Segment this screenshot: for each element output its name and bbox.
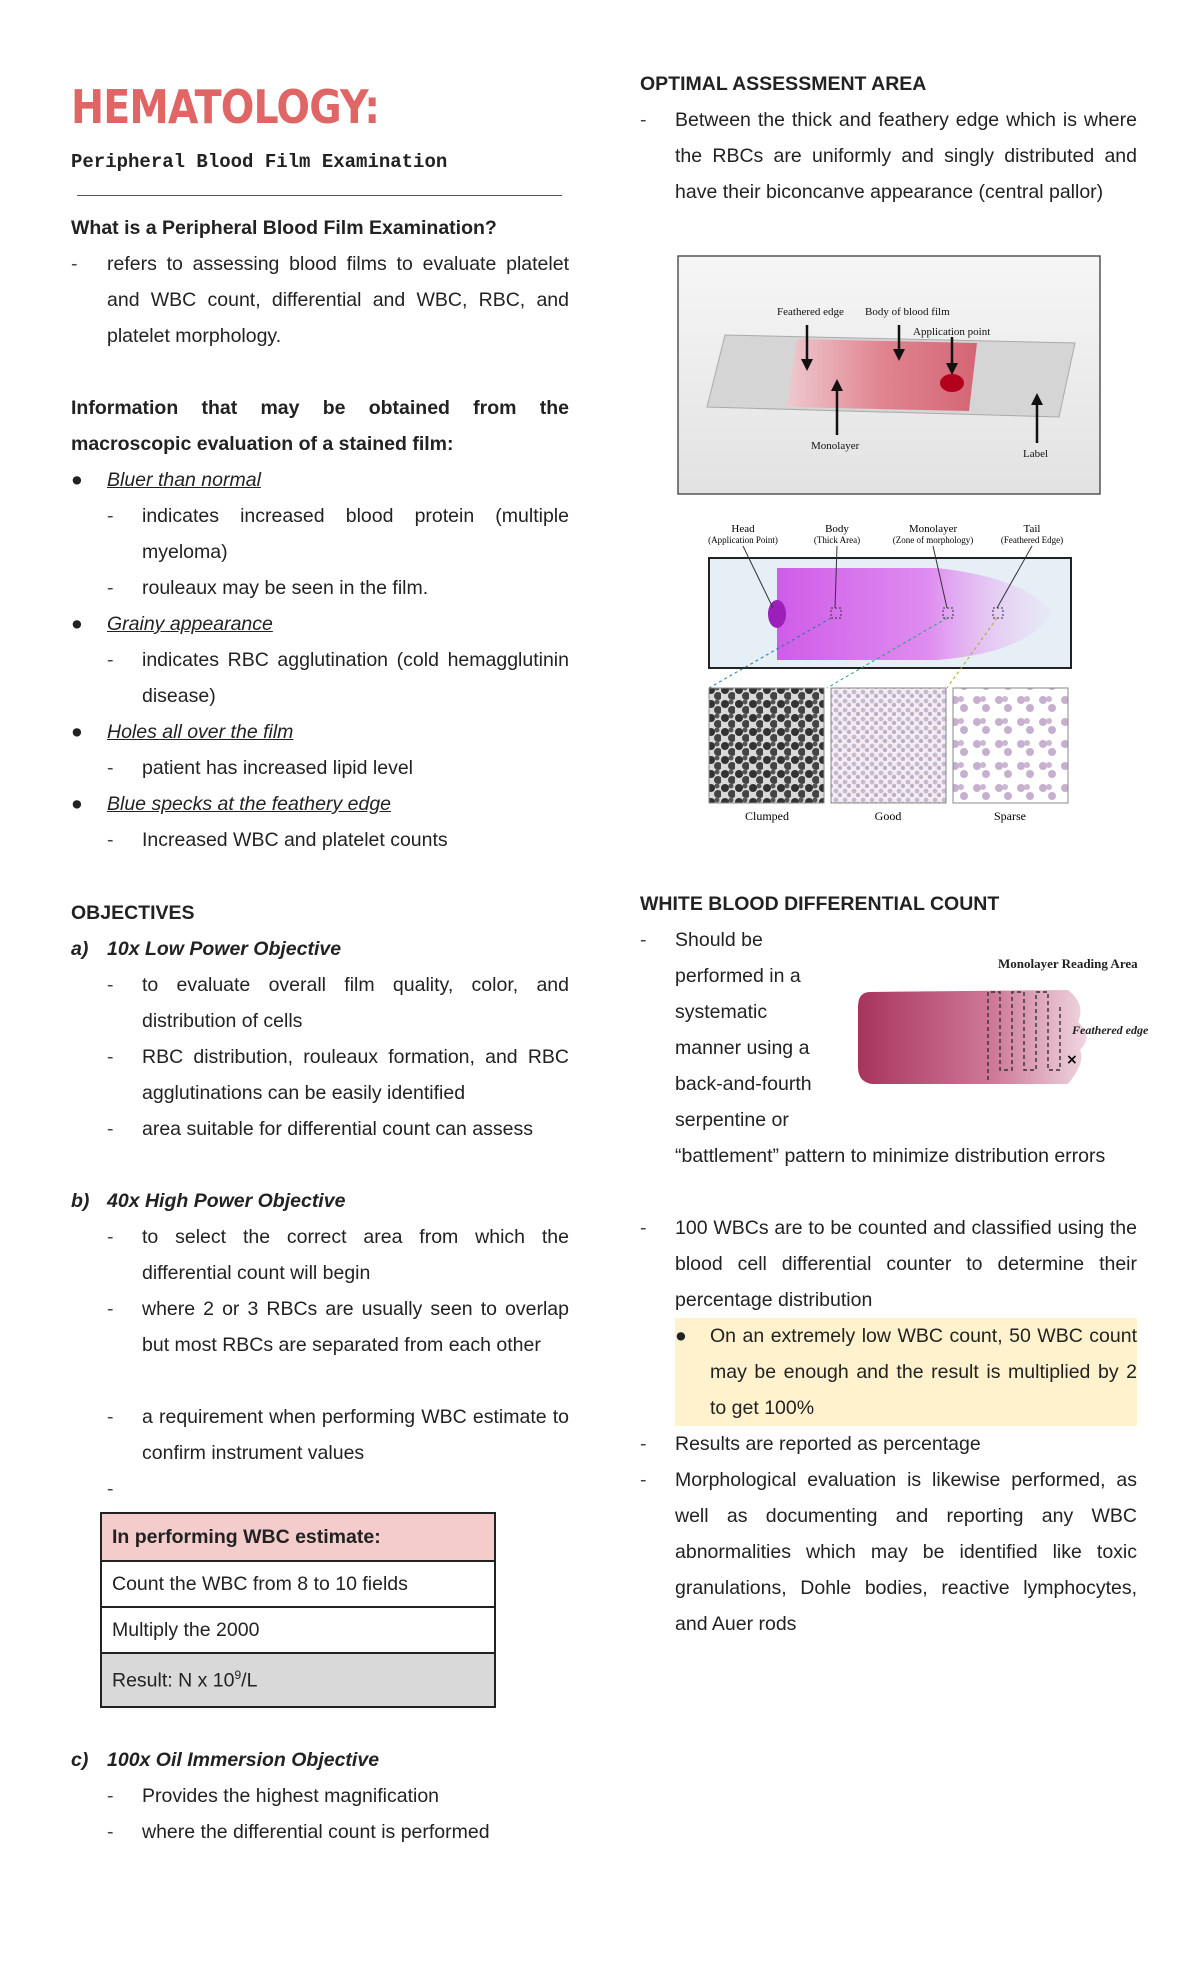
zone-tail-sub: (Feathered Edge) <box>1000 535 1064 545</box>
intro-line: back-and-fourth <box>675 1073 812 1095</box>
dash-marker: - <box>71 253 78 275</box>
intro-line: serpentine or <box>675 1109 789 1131</box>
result-unit: /L <box>241 1669 258 1692</box>
dash-marker: - <box>107 1821 114 1843</box>
dash-marker: - <box>640 109 647 131</box>
dash-marker: - <box>107 1046 114 1068</box>
intro-word: Should be <box>675 929 763 951</box>
question-heading: What is a Peripheral Blood Film Examination? <box>71 217 497 239</box>
diagram-label-area: Monolayer Reading Area <box>998 956 1138 971</box>
results-text: Results are reported as percentage <box>675 1433 981 1455</box>
objective-note: where 2 or 3 RBCs are usually seen to overlap but most RBCs are separated from each other <box>142 1298 569 1356</box>
finding-label: Holes all over the film <box>107 721 294 743</box>
objective-title: 40x High Power Objective <box>107 1190 346 1212</box>
objective-letter: c) <box>71 1749 89 1771</box>
dash-marker: - <box>107 1118 114 1140</box>
morph-text: Morphological evaluation is likewise performed, as well as documenting and reporting any WBC abnormalities which may be identified like toxic granulations, Dohle bodies, reactive lymphocytes, and Auer rods <box>675 1469 1137 1635</box>
dash-marker: - <box>107 1478 114 1500</box>
objective-note: to select the correct area from which the differential count will begin <box>142 1226 569 1284</box>
zone-mono: Monolayer <box>908 523 958 535</box>
zone-mono-sub: (Zone of morphology) <box>892 535 974 545</box>
page-title: HEMATOLOGY: <box>71 80 380 134</box>
panel-good: Good <box>874 809 902 823</box>
objective-letter: b) <box>71 1190 90 1212</box>
objective-note: to evaluate overall film quality, color, and distribution of cells <box>142 974 569 1032</box>
finding-note: indicates RBC agglutination (cold hemagglutinin disease) <box>142 649 569 707</box>
objective-note: Provides the highest magnification <box>142 1785 440 1807</box>
smear-zones-diagram <box>707 518 1073 828</box>
slide-label-application: Application point <box>913 326 991 338</box>
panel-sparse: Sparse <box>994 809 1026 823</box>
dash-marker: - <box>107 974 114 996</box>
slide-label-body: Body of blood film <box>865 306 950 318</box>
intro-line: manner using a <box>675 1037 810 1059</box>
objectives-heading: OBJECTIVES <box>71 902 195 924</box>
zone-body-sub: (Thick Area) <box>813 535 861 545</box>
dash-marker: - <box>640 1433 647 1455</box>
bullet-icon: ● <box>71 793 83 815</box>
zone-head: Head <box>731 523 755 535</box>
finding-note: indicates increased blood protein (multiple myeloma) <box>142 505 569 563</box>
count-text: 100 WBCs are to be counted and classified using the blood cell differential counter to determine their percentage distribution <box>675 1217 1137 1311</box>
intro-line: systematic <box>675 1001 768 1023</box>
dash-marker: - <box>107 1406 114 1428</box>
definition-text: refers to assessing blood films to evaluate platelet and WBC count, differential and WBC, RBC, and platelet morphology. <box>107 253 569 347</box>
dash-marker: - <box>107 757 114 779</box>
dash-marker: - <box>107 1785 114 1807</box>
objective-note: where the differential count is performed <box>142 1821 490 1843</box>
finding-note: Increased WBC and platelet counts <box>142 829 448 851</box>
objective-title: 100x Oil Immersion Objective <box>107 1749 380 1771</box>
wbc-heading: WHITE BLOOD DIFFERENTIAL COUNT <box>640 893 1000 915</box>
bullet-icon: ● <box>71 469 83 491</box>
intro-line <box>675 922 840 958</box>
bullet-icon: ● <box>675 1325 687 1347</box>
svg-text:×: × <box>1066 1052 1078 1068</box>
dash-marker: - <box>107 1226 114 1248</box>
dash-marker: - <box>107 577 114 599</box>
slide-label-label: Label <box>1023 448 1049 460</box>
objective-title: 10x Low Power Objective <box>107 938 342 960</box>
dash-marker: - <box>640 1217 647 1239</box>
objective-note: a requirement when performing WBC estimate to confirm instrument values <box>142 1406 569 1464</box>
zone-tail: Tail <box>1023 523 1041 535</box>
finding-label: Blue specks at the feathery edge <box>107 793 392 815</box>
table-header: In performing WBC estimate: <box>101 1513 495 1561</box>
wbc-intro-rest: “battlement” pattern to minimize distribution errors <box>675 1145 1106 1167</box>
header-divider <box>77 195 562 196</box>
bullet-icon: ● <box>71 721 83 743</box>
area-heading: OPTIMAL ASSESSMENT AREA <box>640 73 927 95</box>
diagram-label-edge: Feathered edge <box>1072 1023 1149 1037</box>
objective-note: RBC distribution, rouleaux formation, and RBC agglutinations can be easily identified <box>142 1046 569 1104</box>
battlement-pattern-diagram <box>858 952 1160 1102</box>
finding-note: rouleaux may be seen in the film. <box>142 577 429 599</box>
low-count-note: On an extremely low WBC count, 50 WBC count may be enough and the result is multiplied by 2 to get 100% <box>710 1325 1137 1419</box>
page-subtitle: Peripheral Blood Film Examination <box>71 151 448 173</box>
objective-note: area suitable for differential count can assess <box>142 1118 533 1140</box>
result-text: Result: N x 10 <box>112 1669 235 1692</box>
finding-label: Bluer than normal <box>107 469 261 491</box>
result-exponent: 9 <box>234 1667 242 1682</box>
slide-label-feathered: Feathered edge <box>777 306 844 318</box>
wbc-estimate-table <box>100 1512 496 1708</box>
finding-label: Grainy appearance <box>107 613 273 635</box>
table-row: Count the WBC from 8 to 10 fields <box>101 1561 495 1607</box>
dash-marker: - <box>640 929 647 951</box>
dash-marker: - <box>107 649 114 671</box>
area-text: Between the thick and feathery edge which is where the RBCs are uniformly and singly distributed and have their biconcanve appearance (central pallor) <box>675 109 1137 203</box>
slide-label-monolayer: Monolayer <box>811 440 860 452</box>
blood-film-slide-image <box>677 255 1101 495</box>
wbc-intro <box>675 922 840 1138</box>
dash-marker: - <box>107 505 114 527</box>
zone-body: Body <box>825 523 849 535</box>
objective-letter: a) <box>71 938 89 960</box>
table-result <box>101 1653 495 1707</box>
bullet-icon: ● <box>71 613 83 635</box>
dash-marker: - <box>107 829 114 851</box>
table-row: Multiply the 2000 <box>101 1607 495 1653</box>
panel-clumped: Clumped <box>745 809 789 823</box>
dash-marker: - <box>107 1298 114 1320</box>
zone-head-sub: (Application Point) <box>708 535 778 545</box>
dash-marker: - <box>640 1469 647 1491</box>
finding-note: patient has increased lipid level <box>142 757 414 779</box>
intro-line: performed in a <box>675 965 801 987</box>
info-heading: Information that may be obtained from the macroscopic evaluation of a stained film: <box>71 397 569 455</box>
